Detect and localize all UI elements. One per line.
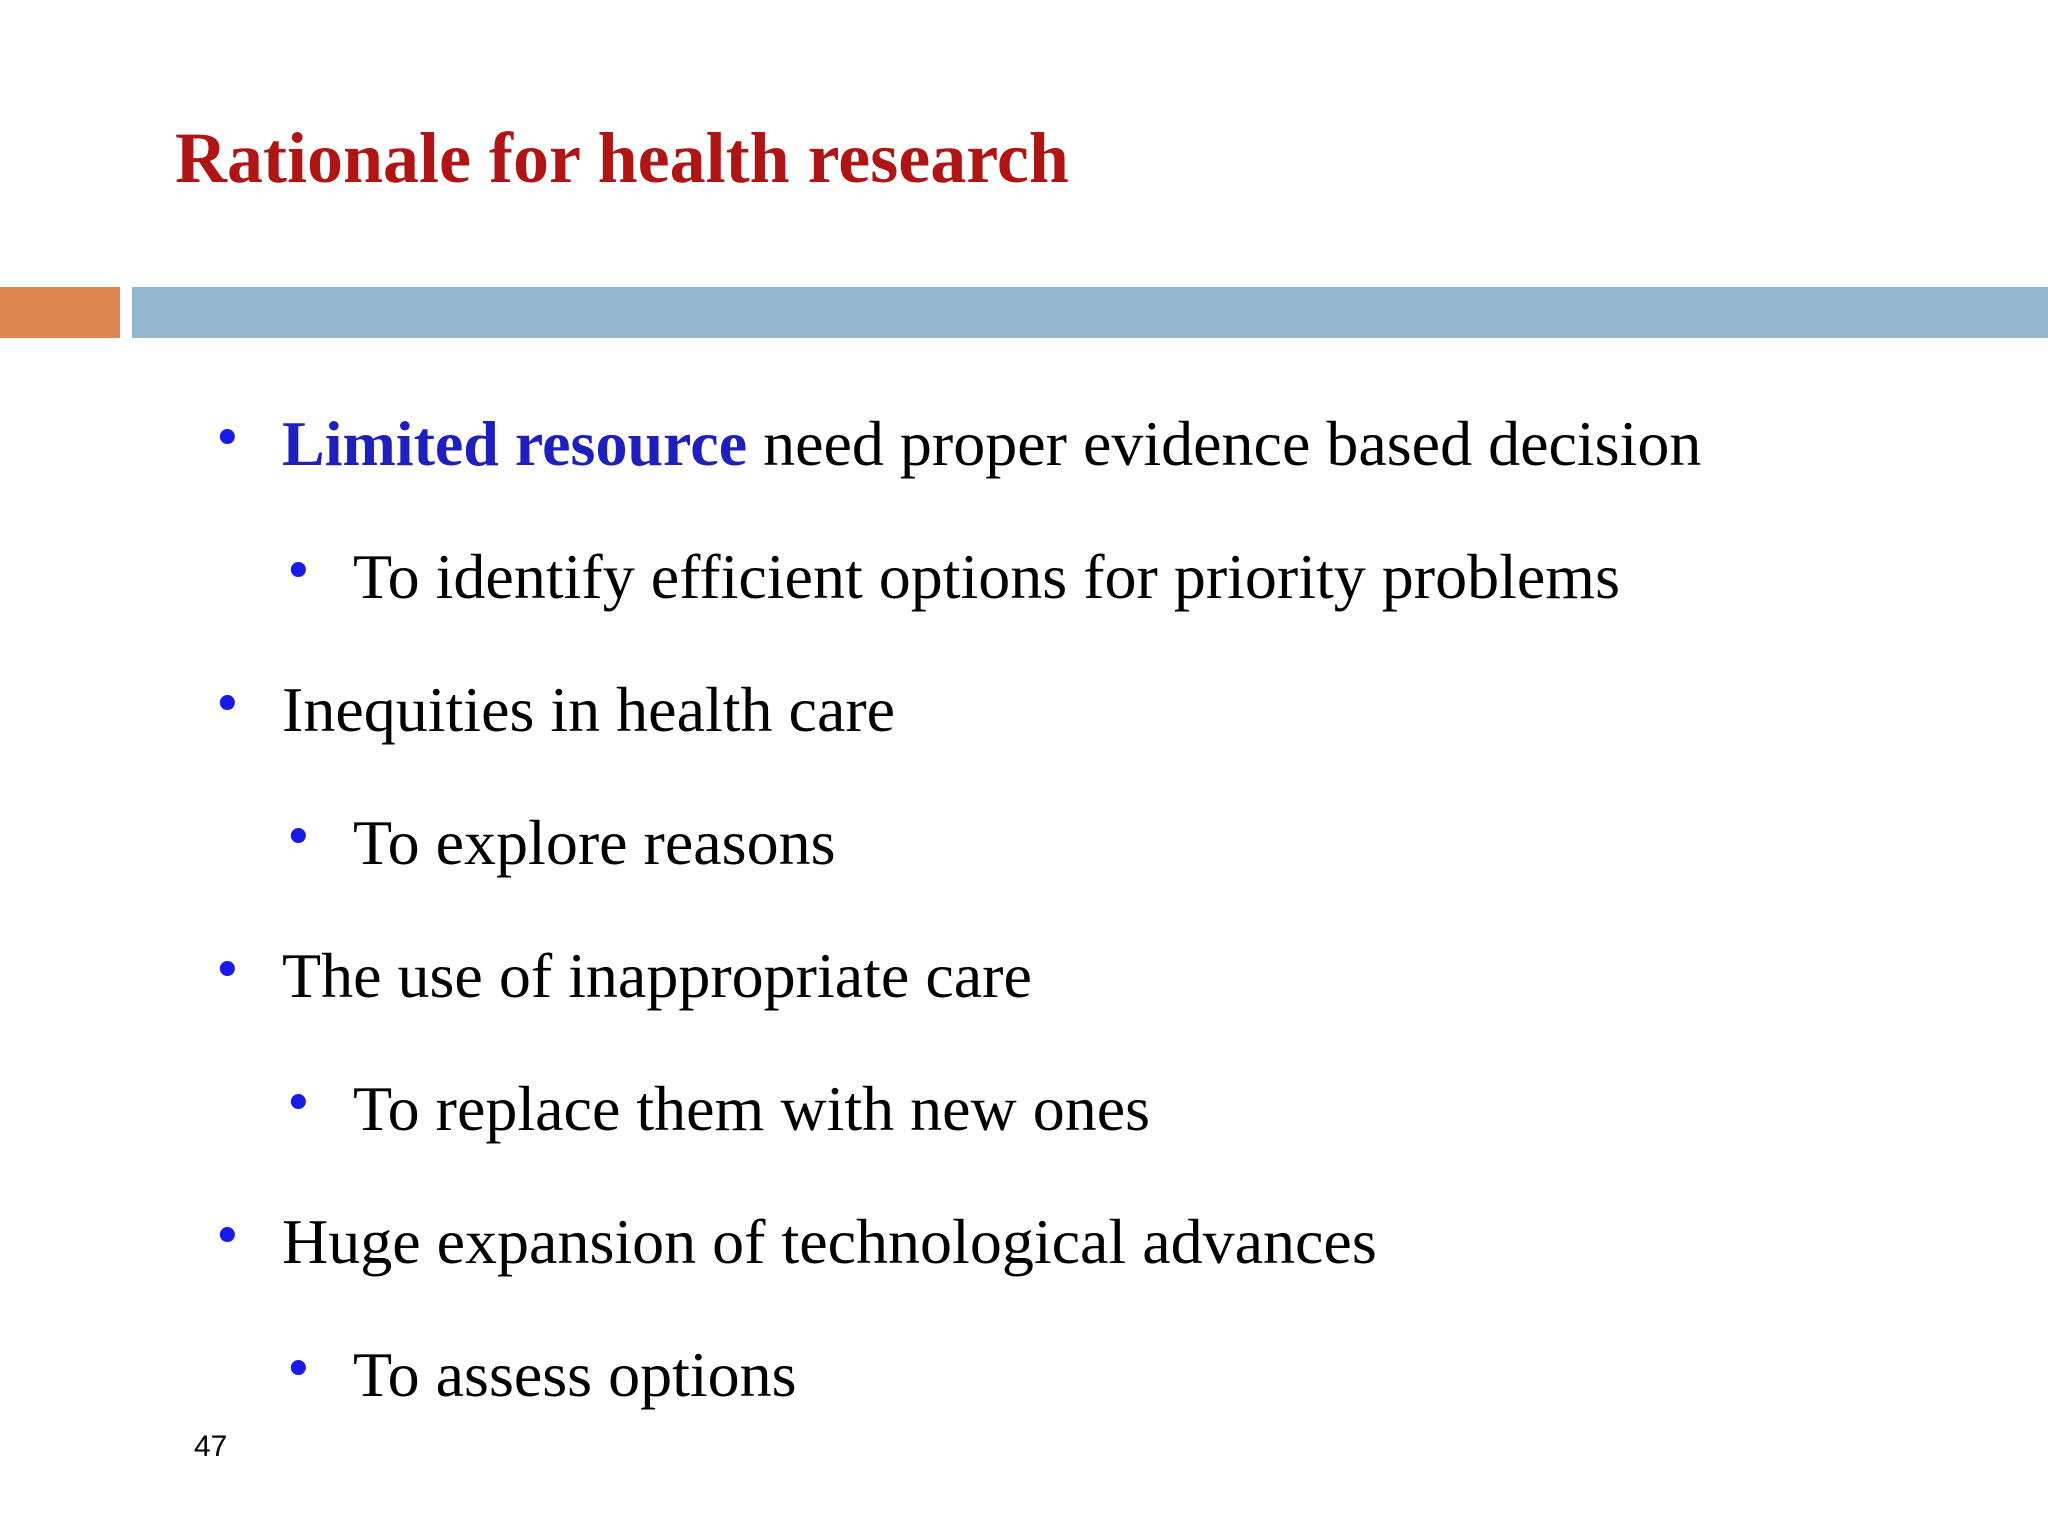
- bullet-item-inequities: [212, 670, 896, 750]
- highlight-text: Limited resource: [282, 408, 748, 479]
- sub-bullet-item-explore-reasons: [283, 803, 836, 883]
- bullet-dot-icon: •: [283, 542, 314, 602]
- bullet-dot-icon: •: [212, 1207, 243, 1267]
- bullet-text: Huge expansion of technological advances: [282, 1206, 1377, 1277]
- sub-bullet-item-identify-options: [283, 537, 1620, 617]
- slide-title: Rationale for health research: [175, 118, 1069, 198]
- bullet-text: To explore reasons: [353, 807, 836, 878]
- bullet-text: To replace them with new ones: [353, 1073, 1151, 1144]
- bullet-text: The use of inappropriate care: [282, 940, 1032, 1011]
- page-number: 47: [194, 1430, 228, 1463]
- bullet-text: Inequities in health care: [282, 674, 896, 745]
- sub-bullet-item-assess-options: [283, 1335, 797, 1415]
- bullet-text: need proper evidence based decision: [747, 408, 1702, 479]
- bullet-text: To assess options: [353, 1339, 797, 1410]
- sub-bullet-item-replace: [283, 1069, 1151, 1149]
- bullet-dot-icon: •: [212, 409, 243, 469]
- bullet-dot-icon: •: [283, 1074, 314, 1134]
- bullet-dot-icon: •: [283, 808, 314, 868]
- bullet-dot-icon: •: [212, 675, 243, 735]
- bullet-item-limited-resource: [212, 404, 1702, 484]
- bullet-item-inappropriate-care: [212, 936, 1032, 1016]
- bullet-text: To identify efficient options for priority problems: [353, 541, 1620, 612]
- bullet-dot-icon: •: [212, 941, 243, 1001]
- bullet-item-technological-advances: [212, 1202, 1377, 1282]
- bullet-dot-icon: •: [283, 1340, 314, 1400]
